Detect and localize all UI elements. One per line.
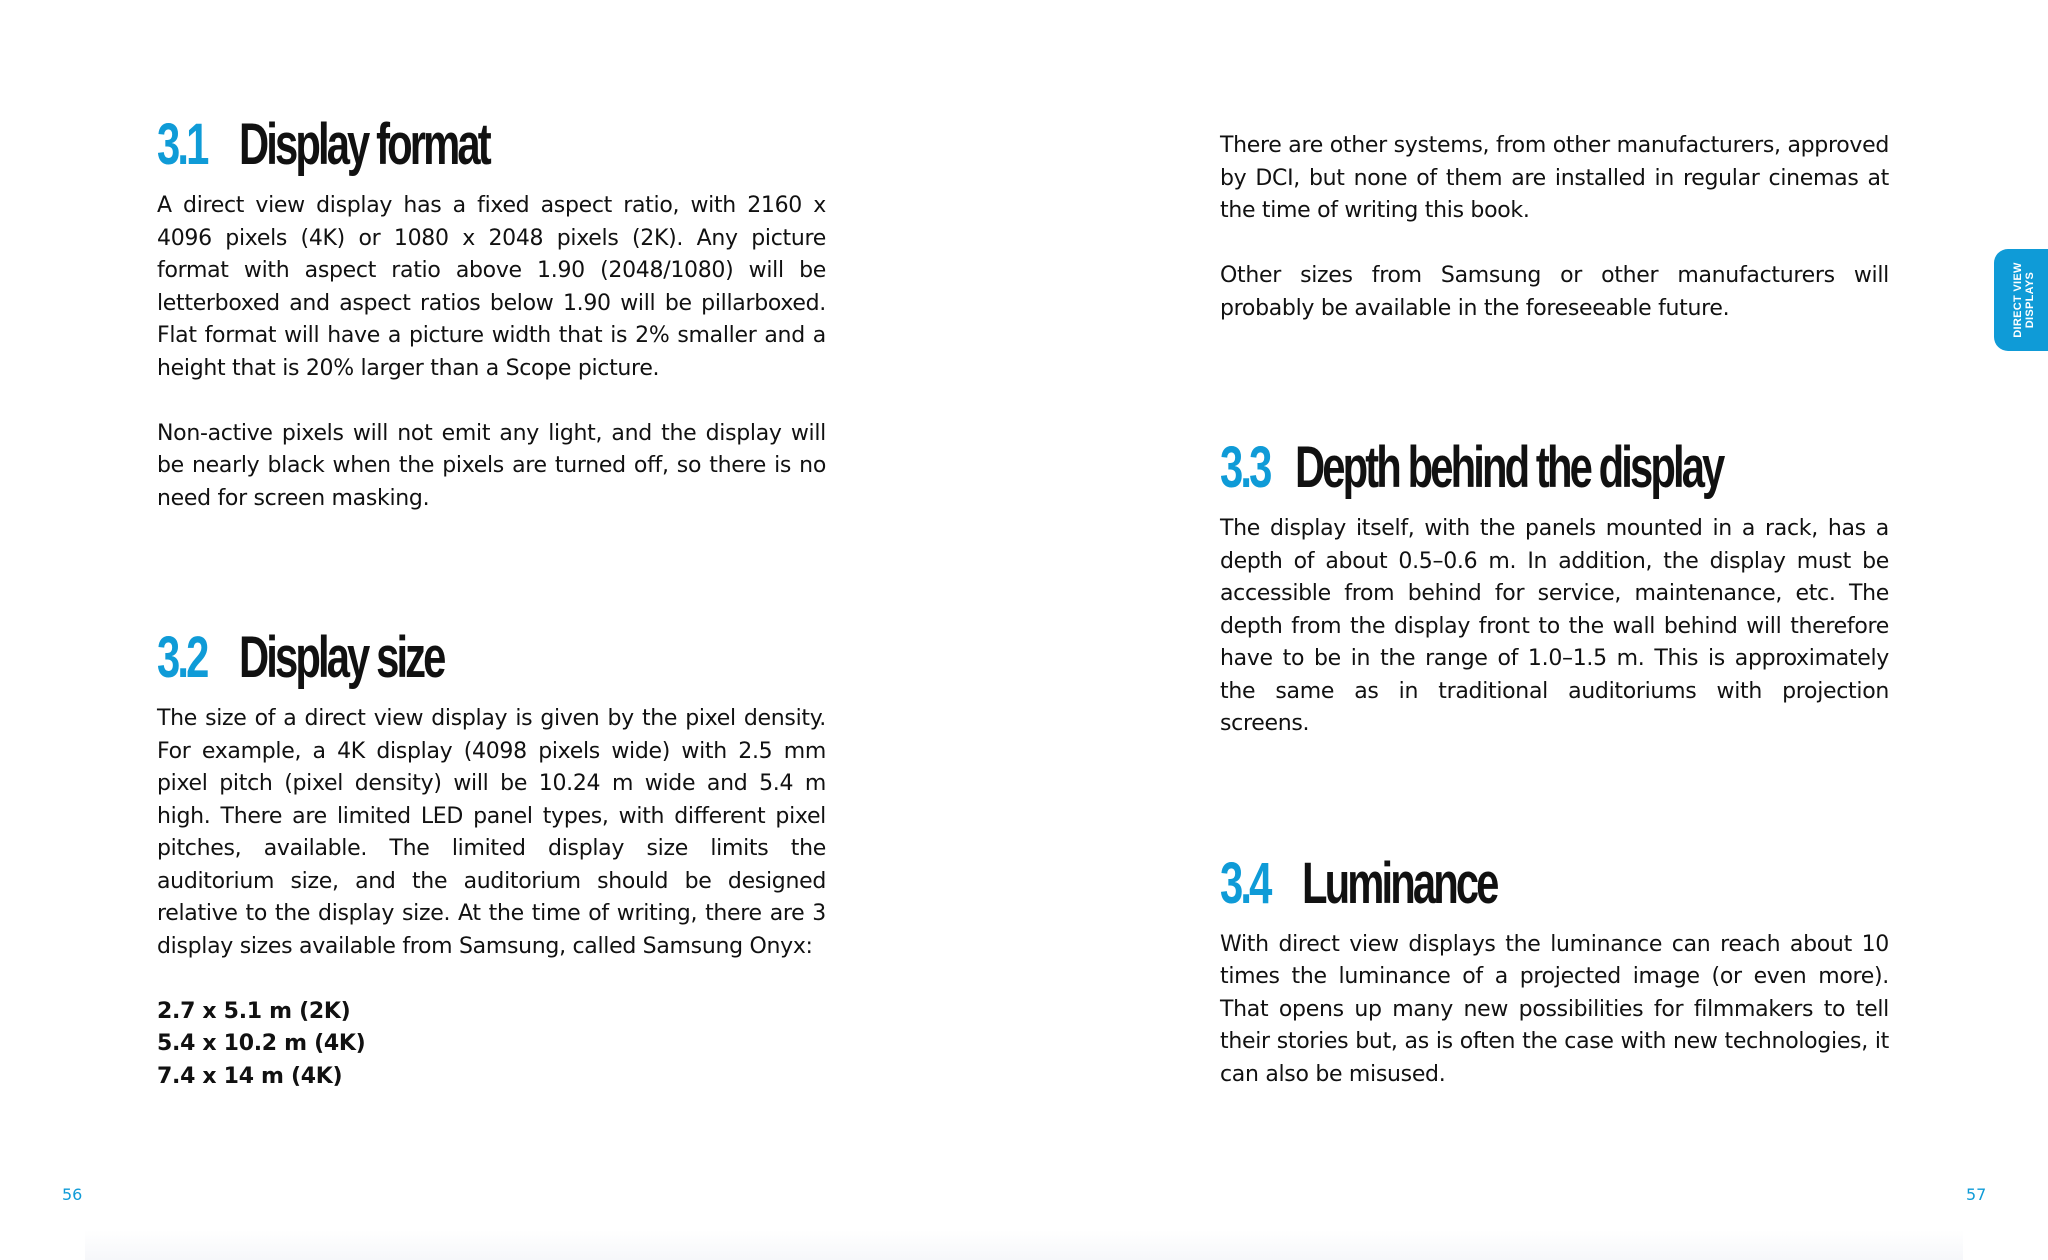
section-title: Display size (239, 625, 444, 690)
chapter-tab-line: DISPLAYS (2024, 271, 2036, 329)
paragraph: A direct view display has a fixed aspect ratio, with 2160 x 4096 pixels (4K) or 1080 x 2048 pixels (2K). Any picture format with aspect ratio above 1.90 (2048/1080) will be letterboxed and aspect ratios below 1.90 will be pillarboxed. Flat format will have a picture width that is 2% smaller and a height that is 20% larger than a Scope picture. (157, 193, 826, 381)
list-item: 2.7 x 5.1 m (2K) (157, 998, 351, 1024)
paragraph: The display itself, with the panels mounted in a rack, has a depth of about 0.5–0.6 m. In addition, the display must be accessible from behind for service, maintenance, etc. The depth from the display front to the wall behind will therefore have to be in the range of 1.0–1.5 m. This is approximately the same as in traditional auditoriums with projection screens. (1220, 516, 1889, 736)
section-title: Depth behind the display (1295, 435, 1723, 500)
paragraph: Other sizes from Samsung or other manufacturers will probably be available in the foreseeable future. (1220, 263, 1889, 321)
page-number-left: 56 (62, 1185, 83, 1204)
display-size-list (157, 996, 826, 1094)
list-item: 5.4 x 10.2 m (4K) (157, 1031, 366, 1056)
right-column (1220, 130, 1889, 1091)
intro-text (1220, 130, 1889, 325)
section-body (1220, 513, 1889, 741)
section-body (157, 190, 826, 515)
page-bottom-shadow (85, 1230, 1963, 1260)
paragraph: There are other systems, from other manufacturers, approved by DCI, but none of them are installed in regular cinemas at the time of writing this book. (1220, 133, 1889, 223)
section-heading (1220, 839, 1889, 929)
section-number: 3.2 (157, 625, 207, 690)
section-body (157, 703, 826, 1093)
section-body (1220, 929, 1889, 1092)
right-page (1024, 0, 2048, 1260)
chapter-tab-label (2012, 262, 2036, 337)
section-luminance (1220, 839, 1889, 1092)
section-heading (1220, 423, 1889, 513)
section-heading (157, 100, 826, 190)
section-heading (157, 613, 826, 703)
paragraph: The size of a direct view display is given by the pixel density. For example, a 4K display (4098 pixels wide) with 2.5 mm pixel pitch (pixel density) will be 10.24 m wide and 5.4 m high. There are limited LED panel types, with different pixel pitches, available. The limited display size limits the auditorium size, and the auditorium should be designed relative to the display size. At the time of writing, there are 3 display sizes available from Samsung, called Samsung Onyx: (157, 706, 826, 959)
section-depth-behind-display (1220, 423, 1889, 741)
section-display-format (157, 100, 826, 515)
chapter-tab-line: DIRECT VIEW (2012, 262, 2024, 338)
list-item: 7.4 x 14 m (4K) (157, 1063, 343, 1089)
section-title: Luminance (1302, 850, 1497, 916)
section-display-size (157, 613, 826, 1093)
paragraph: Non-active pixels will not emit any light, and the display will be nearly black when the pixels are turned off, so there is no need for screen masking. (157, 420, 826, 511)
section-number: 3.3 (1220, 435, 1270, 500)
paragraph: With direct view displays the luminance can reach about 10 times the luminance of a projected image (or even more). That opens up many new possibilities for filmmakers to tell their stories but, as is often the case with new technologies, it can also be misused. (1220, 931, 1889, 1087)
page-number-right: 57 (1966, 1185, 1987, 1204)
left-column (157, 100, 826, 1093)
section-number: 3.1 (157, 112, 207, 177)
section-number: 3.4 (1220, 850, 1270, 916)
chapter-side-tab (1994, 249, 2048, 351)
section-title: Display format (239, 112, 489, 177)
